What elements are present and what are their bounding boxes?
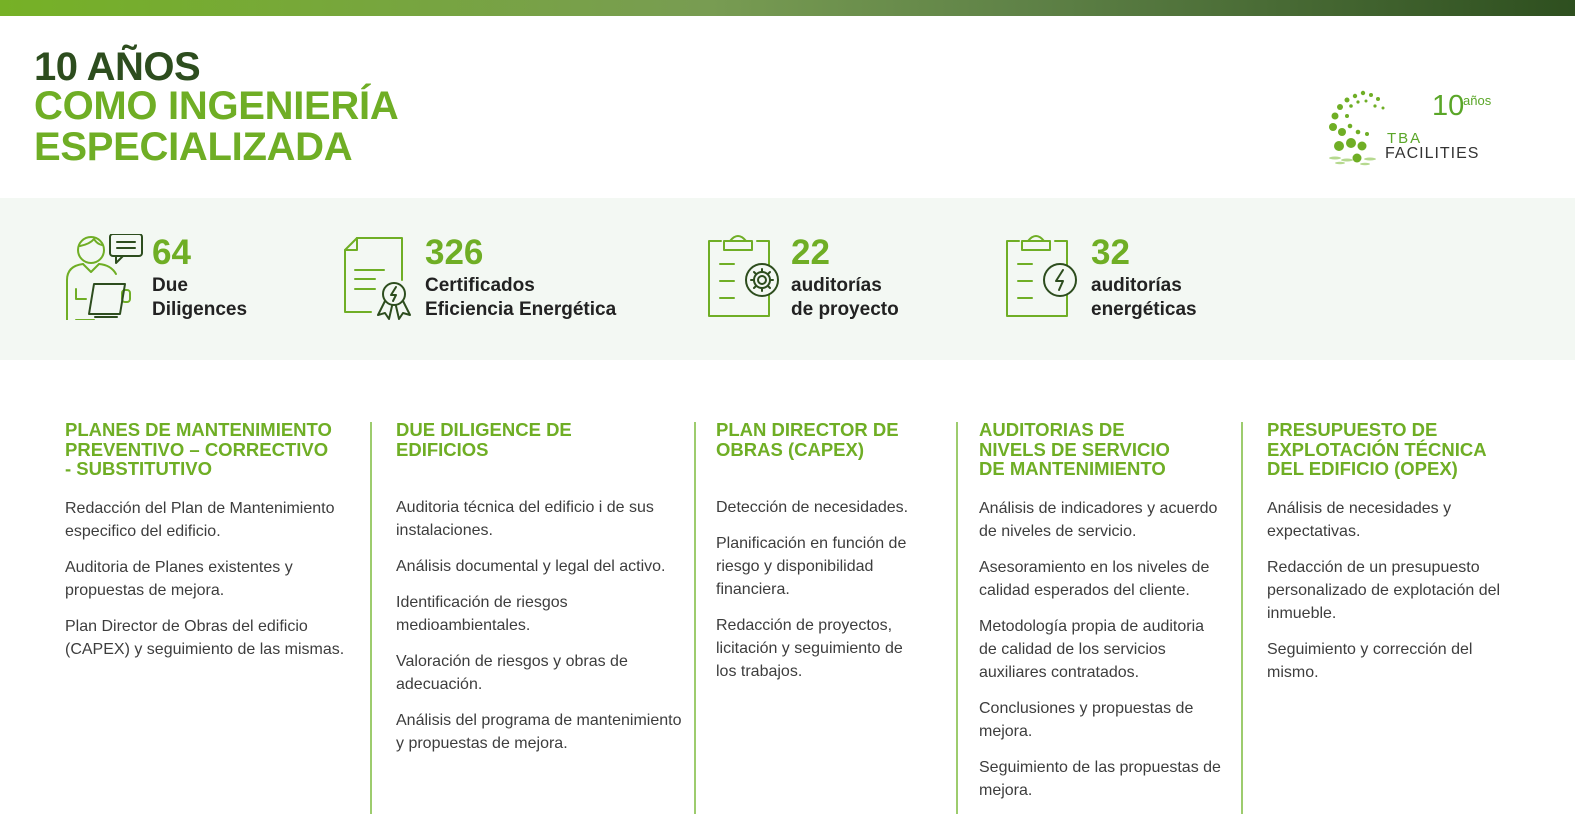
column-title: DUE DILIGENCE DE EDIFICIOS: [396, 419, 572, 460]
stat-auditorias-proyecto: [707, 234, 947, 324]
column-title: PLANES DE MANTENIMIENTO PREVENTIVO – CORRECTIVO - SUBSTITUTIVO: [65, 419, 332, 479]
stat-value: 32: [1091, 233, 1130, 272]
clipboard-energy-icon: [1005, 234, 1081, 318]
anniversary-number: 10: [1432, 90, 1465, 122]
stat-label-line-1: auditorías: [1091, 275, 1182, 296]
stats-band: [0, 198, 1575, 360]
brand-facilities: FACILITIES: [1385, 145, 1480, 162]
services-columns: [0, 420, 1575, 820]
stat-certificados: [343, 234, 643, 324]
service-column-due-diligence: [396, 420, 686, 768]
tba-facilities-logo: [1325, 88, 1505, 168]
list-item: Redacción de un presupuesto personalizado de explotación del inmueble.: [1267, 558, 1501, 622]
service-column-auditorias: [979, 420, 1224, 815]
person-tablet-chat-icon: [64, 234, 146, 320]
list-item: Redacción del Plan de Mantenimiento especifico del edificio.: [65, 499, 335, 540]
list-item: Seguimiento de las propuestas de mejora.: [979, 758, 1221, 799]
list-item: Valoración de riesgos y obras de adecuación.: [396, 653, 628, 693]
list-item: Seguimiento y corrección del mismo.: [1267, 640, 1473, 681]
stat-label-line-1: Due: [152, 275, 188, 296]
service-column-capex: [716, 420, 926, 696]
service-column-mantenimiento: [65, 420, 360, 674]
certificate-energy-icon: [343, 234, 419, 326]
list-item: Identificación de riesgos medioambientales.: [396, 594, 568, 634]
hero-line-1: 10 AÑOS: [34, 45, 201, 89]
list-item: Conclusiones y propuestas de mejora.: [979, 699, 1194, 740]
column-divider: [956, 422, 958, 814]
list-item: Auditoria de Planes existentes y propuestas de mejora.: [65, 558, 293, 599]
list-item: Planificación en función de riesgo y disponibilidad financiera.: [716, 535, 907, 598]
hero-heading: [34, 45, 399, 169]
stat-label-line-2: Eficiencia Energética: [425, 299, 617, 320]
list-item: Análisis documental y legal del activo.: [396, 558, 666, 575]
column-divider: [370, 422, 372, 814]
stat-label-line-1: Certificados: [425, 275, 535, 296]
stat-label-line-2: de proyecto: [791, 299, 899, 320]
list-item: Detección de necesidades.: [716, 499, 909, 516]
stat-value: 22: [791, 233, 830, 272]
column-divider: [1241, 422, 1243, 814]
hero-line-3: ESPECIALIZADA: [34, 125, 353, 169]
stat-auditorias-energeticas: [1005, 234, 1245, 324]
stat-value: 326: [425, 233, 484, 272]
service-column-opex: [1267, 420, 1507, 697]
column-title: PRESUPUESTO DE EXPLOTACIÓN TÉCNICA DEL EDIFICIO (OPEX): [1267, 419, 1487, 479]
list-item: Análisis de necesidades y expectativas.: [1267, 499, 1452, 540]
top-gradient-bar: [0, 0, 1575, 16]
stat-label-line-2: energéticas: [1091, 299, 1197, 320]
stat-label-line-1: auditorías: [791, 275, 882, 296]
list-item: Auditoria técnica del edificio i de sus instalaciones.: [396, 499, 654, 539]
list-item: Análisis de indicadores y acuerdo de niveles de servicio.: [979, 499, 1218, 540]
column-title: AUDITORIAS DE NIVELS DE SERVICIO DE MANTENIMIENTO: [979, 419, 1170, 479]
list-item: Metodología propia de auditoria de calidad de los servicios auxiliares contratados.: [979, 617, 1205, 681]
list-item: Análisis del programa de mantenimiento y propuestas de mejora.: [396, 712, 682, 752]
anniversary-word: años: [1463, 93, 1492, 108]
stat-due-diligences: [64, 234, 304, 324]
stat-label-line-2: Diligences: [152, 299, 248, 320]
column-title: PLAN DIRECTOR DE OBRAS (CAPEX): [716, 419, 899, 460]
stat-value: 64: [152, 233, 191, 272]
hero-line-2: COMO INGENIERÍA: [34, 84, 399, 128]
list-item: Redacción de proyectos, licitación y seguimiento de los trabajos.: [716, 617, 903, 680]
column-divider: [694, 422, 696, 814]
brand-tba: TBA: [1387, 130, 1423, 147]
clipboard-gear-icon: [707, 234, 783, 318]
list-item: Plan Director de Obras del edificio (CAPEX) y seguimiento de las mismas.: [65, 617, 345, 658]
list-item: Asesoramiento en los niveles de calidad esperados del cliente.: [979, 558, 1210, 599]
